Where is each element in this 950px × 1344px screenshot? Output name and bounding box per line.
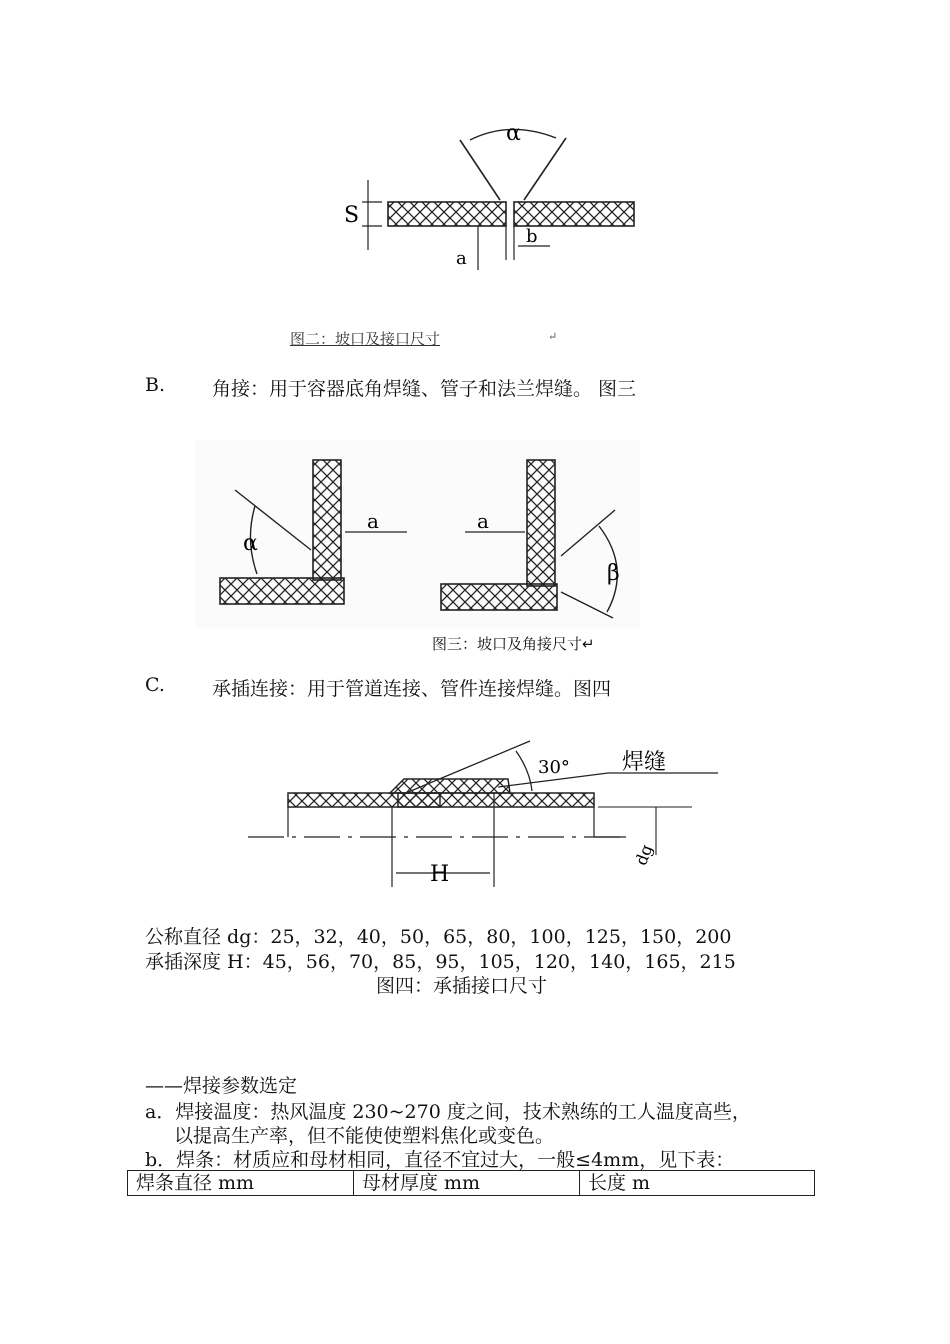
section-c-marker: C. <box>145 674 165 696</box>
table-header-cell: 母材厚度 mm <box>354 1171 580 1196</box>
figure-2-return-mark: ↵ <box>548 330 558 343</box>
section-c-text: 承插连接：用于管道连接、管件连接焊缝。图四 <box>212 678 612 700</box>
figure-3 <box>195 440 640 628</box>
figure-3-caption: 图三：坡口及角接尺寸↵ <box>432 635 595 653</box>
figure-2-s-label: S <box>344 203 360 228</box>
nominal-diameter-line: 公称直径 dg：25，32，40，50，65，80，100，125，150，200 <box>145 926 732 948</box>
param-a-line-1: a．焊接温度：热风温度 230~270 度之间，技术熟练的工人温度高些， <box>145 1101 751 1123</box>
figure-2 <box>330 110 670 270</box>
figure-4-drawing <box>248 735 718 895</box>
figure-2-a-label: a <box>456 248 467 269</box>
figure-3-a-left-label: a <box>367 509 379 533</box>
socket-depth-line: 承插深度 H：45，56，70，85，95，105，120，140，165，215 <box>145 951 736 973</box>
figure-3-beta-label: β <box>607 561 620 586</box>
figure-4-caption: 图四：承插接口尺寸 <box>376 975 548 997</box>
rod-table <box>127 1170 815 1196</box>
figure-3-alpha-label: α <box>243 531 258 556</box>
figure-2-caption: 图二：坡口及接口尺寸 <box>290 330 441 348</box>
param-a-line-2: 以提高生产率，但不能使使塑料焦化或变色。 <box>174 1125 555 1147</box>
param-b-line: b．焊条：材质应和母材相同，直径不宜过大，一般≤4mm，见下表： <box>145 1149 735 1171</box>
figure-4-weld-label: 焊缝 <box>622 750 667 775</box>
figure-2-drawing <box>330 110 670 270</box>
figure-4 <box>248 735 718 895</box>
figure-2-angle-label: α <box>506 121 521 146</box>
section-b-text: 角接：用于容器底角焊缝、管子和法兰焊缝。 图三 <box>212 378 637 400</box>
params-heading: ——焊接参数选定 <box>145 1075 298 1097</box>
figure-4-angle-label: 30° <box>538 757 570 778</box>
section-b-marker: B. <box>145 374 166 396</box>
table-header-row <box>128 1171 815 1196</box>
figure-3-a-right-label: a <box>477 509 489 533</box>
figure-4-dg-label: dg <box>631 841 657 868</box>
table-header-cell: 长度 m <box>580 1171 815 1196</box>
figure-3-drawing <box>195 440 640 628</box>
table-header-cell: 焊条直径 mm <box>128 1171 354 1196</box>
figure-4-h-label: H <box>430 862 450 887</box>
figure-2-b-label: b <box>526 226 538 247</box>
